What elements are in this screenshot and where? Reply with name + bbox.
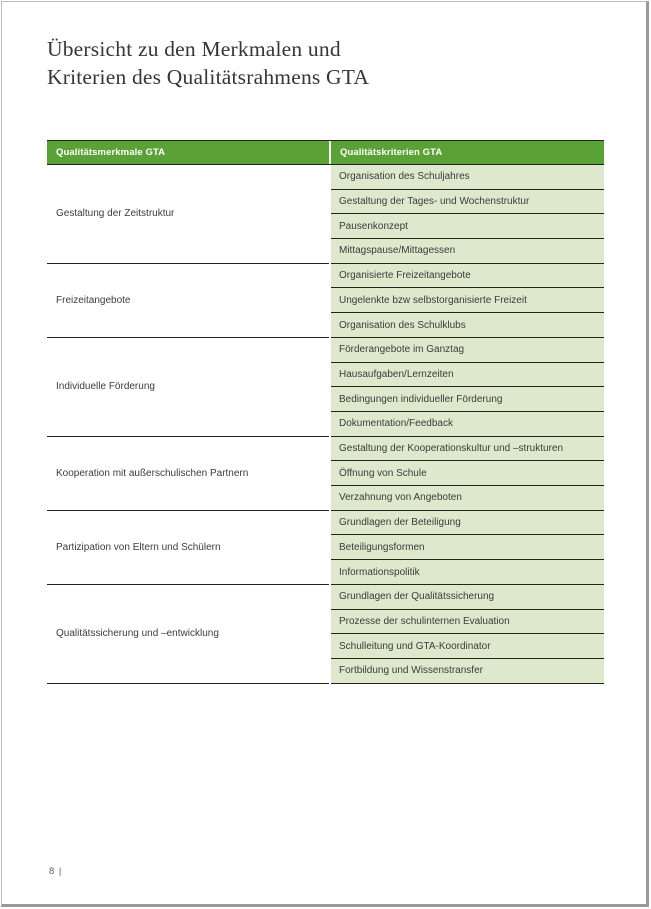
kriterium-cell: Förderangebote im Ganztag [331, 338, 604, 363]
page-title [47, 36, 369, 91]
kriterium-cell: Organisation des Schuljahres [331, 165, 604, 190]
kriterien-column [331, 437, 604, 511]
kriterien-column [331, 338, 604, 437]
table-header-row [47, 140, 604, 165]
kriterium-cell: Grundlagen der Qualitätssicherung [331, 585, 604, 610]
kriterium-cell: Schulleitung und GTA-Koordinator [331, 634, 604, 659]
kriterien-column [331, 264, 604, 338]
kriterium-cell: Beteiligungsformen [331, 535, 604, 560]
merkmal-cell: Gestaltung der Zeitstruktur [47, 165, 329, 264]
merkmal-cell: Kooperation mit außerschulischen Partnern [47, 437, 329, 511]
table-group-kooperation [47, 437, 604, 511]
header-merkmale: Qualitätsmerkmale GTA [47, 141, 329, 164]
kriterium-cell: Bedingungen individueller Förderung [331, 387, 604, 412]
kriterium-cell: Organisierte Freizeitangebote [331, 264, 604, 289]
merkmal-cell: Freizeitangebote [47, 264, 329, 338]
page-number: 8 | [49, 866, 63, 877]
kriterium-cell: Organisation des Schulklubs [331, 313, 604, 338]
kriterium-cell: Ungelenkte bzw selbstorganisierte Freizeit [331, 288, 604, 313]
page-title-line2: Kriterien des Qualitätsrahmens GTA [47, 64, 370, 89]
quality-table [47, 140, 604, 684]
kriterium-cell: Pausenkonzept [331, 214, 604, 239]
merkmal-cell: Individuelle Förderung [47, 338, 329, 437]
table-group-partizipation [47, 511, 604, 585]
kriterien-column [331, 585, 604, 684]
kriterium-cell: Öffnung von Schule [331, 461, 604, 486]
page-title-line1: Übersicht zu den Merkmalen und [47, 37, 341, 61]
kriterien-column [331, 165, 604, 264]
kriterium-cell: Dokumentation/Feedback [331, 412, 604, 437]
merkmal-cell: Partizipation von Eltern und Schülern [47, 511, 329, 585]
kriterium-cell: Gestaltung der Kooperationskultur und –strukturen [331, 437, 604, 462]
kriterium-cell: Verzahnung von Angeboten [331, 486, 604, 511]
table-group-zeitstruktur [47, 165, 604, 264]
table-group-individuelle-foerderung [47, 338, 604, 437]
kriterium-cell: Hausaufgaben/Lernzeiten [331, 363, 604, 388]
table-group-freizeitangebote [47, 264, 604, 338]
kriterium-cell: Informationspolitik [331, 560, 604, 585]
kriterium-cell: Fortbildung und Wissenstransfer [331, 659, 604, 684]
kriterium-cell: Prozesse der schulinternen Evaluation [331, 610, 604, 635]
merkmal-cell: Qualitätssicherung und –entwicklung [47, 585, 329, 684]
kriterium-cell: Grundlagen der Beteiligung [331, 511, 604, 536]
kriterium-cell: Gestaltung der Tages- und Wochenstruktur [331, 190, 604, 215]
document-page [1, 1, 649, 907]
kriterien-column [331, 511, 604, 585]
kriterium-cell: Mittagspause/Mittagessen [331, 239, 604, 264]
table-group-qualitaetssicherung [47, 585, 604, 684]
header-kriterien: Qualitätskriterien GTA [331, 141, 604, 164]
